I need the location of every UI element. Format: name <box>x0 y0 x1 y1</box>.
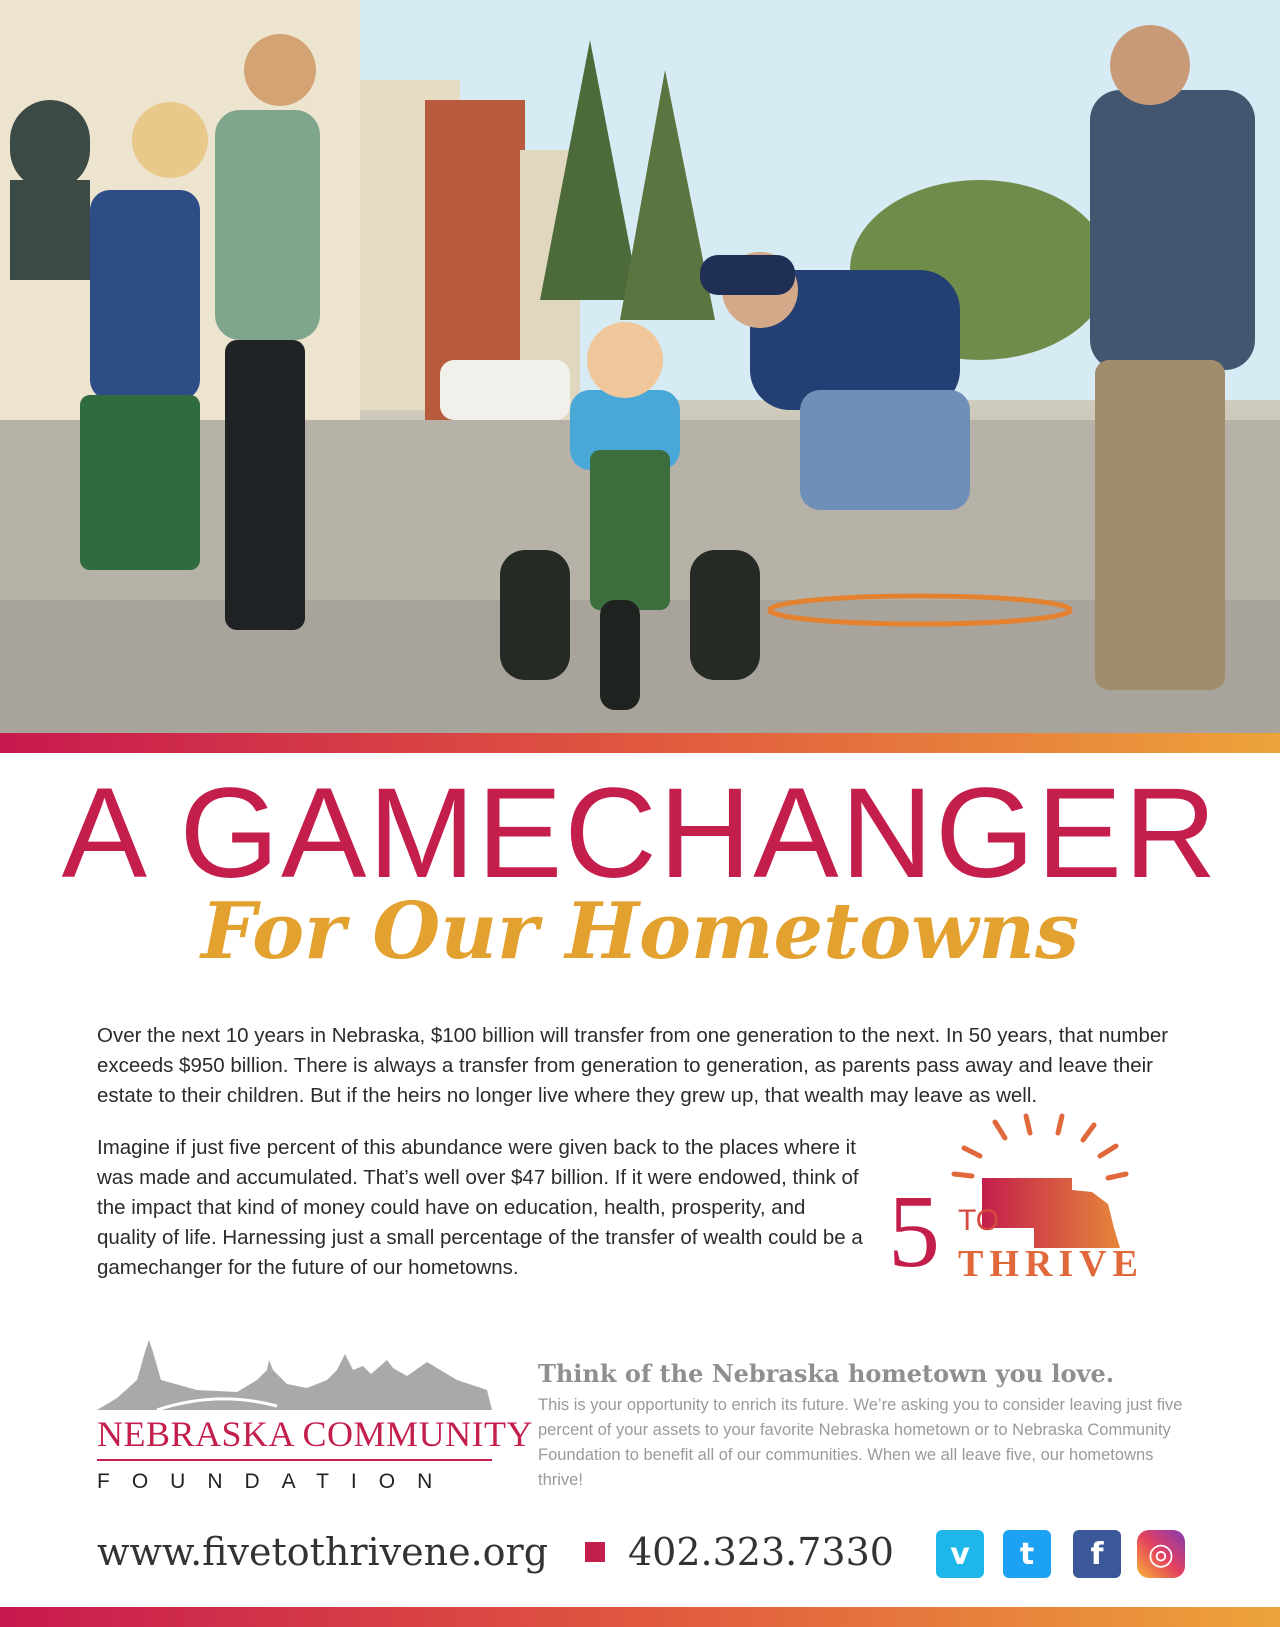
instagram-glyph: ◎ <box>1147 1536 1175 1572</box>
vimeo-glyph: v <box>950 1536 970 1572</box>
hero-photo-illustration <box>0 0 1280 733</box>
instagram-icon[interactable] <box>1137 1530 1185 1578</box>
thrive-five: 5 <box>888 1174 940 1289</box>
callout-body: This is your opportunity to enrich its future. We’re asking you to consider leaving just five percent of your assets to your favorite Nebraska hometown or to Nebraska Community Foundation to benefit all of our communities. When we all leave five, our hometowns thrive! <box>538 1396 1183 1489</box>
facebook-icon[interactable] <box>1073 1530 1121 1578</box>
imagine-paragraph: Imagine if just five percent of this abundance were given back to the places where it was made and accumulated. That’s well over $47 billion. If it were endowed, think of the impact that kind of money could have on education, health, prosperity, and quality of life. Harnessing just a small percentage of the transfer of wealth could be a gamechanger for the future of our hometowns. <box>97 1136 863 1279</box>
thrive-word: THRIVE <box>958 1243 1144 1285</box>
separator-square <box>585 1542 605 1562</box>
ncf-logo <box>97 1340 534 1500</box>
website-link[interactable]: www.fivetothrivene.org <box>97 1530 549 1574</box>
ncf-name: NEBRASKA COMMUNITY <box>97 1414 534 1454</box>
subheadline: For Our Hometowns <box>201 886 1079 977</box>
headline: A GAMECHANGER <box>61 762 1219 905</box>
twitter-glyph: t <box>1019 1536 1035 1572</box>
vimeo-icon[interactable] <box>936 1530 984 1578</box>
phone-number[interactable]: 402.323.7330 <box>628 1530 894 1574</box>
ncf-divider <box>97 1459 492 1461</box>
ncf-foundation: FOUNDATION <box>97 1470 455 1493</box>
five-to-thrive-logo <box>880 1108 1180 1298</box>
twitter-icon[interactable] <box>1003 1530 1051 1578</box>
hero-photo <box>0 0 1280 733</box>
intro-paragraph: Over the next 10 years in Nebraska, $100 billion will transfer from one generation to the next. In 50 years, that number exceeds $950 billion. There is always a transfer from generation to generation, as parents pass away and leave their estate to their children. But if the heirs no longer live where they grew up, that wealth may leave as well. <box>97 1024 1169 1107</box>
thrive-to: TO <box>958 1204 1000 1237</box>
callout-heading: Think of the Nebraska hometown you love. <box>538 1359 1115 1388</box>
color-band-top <box>0 733 1280 753</box>
skyline-icon <box>97 1340 497 1412</box>
facebook-glyph: f <box>1090 1536 1104 1572</box>
color-band-bottom <box>0 1607 1280 1627</box>
